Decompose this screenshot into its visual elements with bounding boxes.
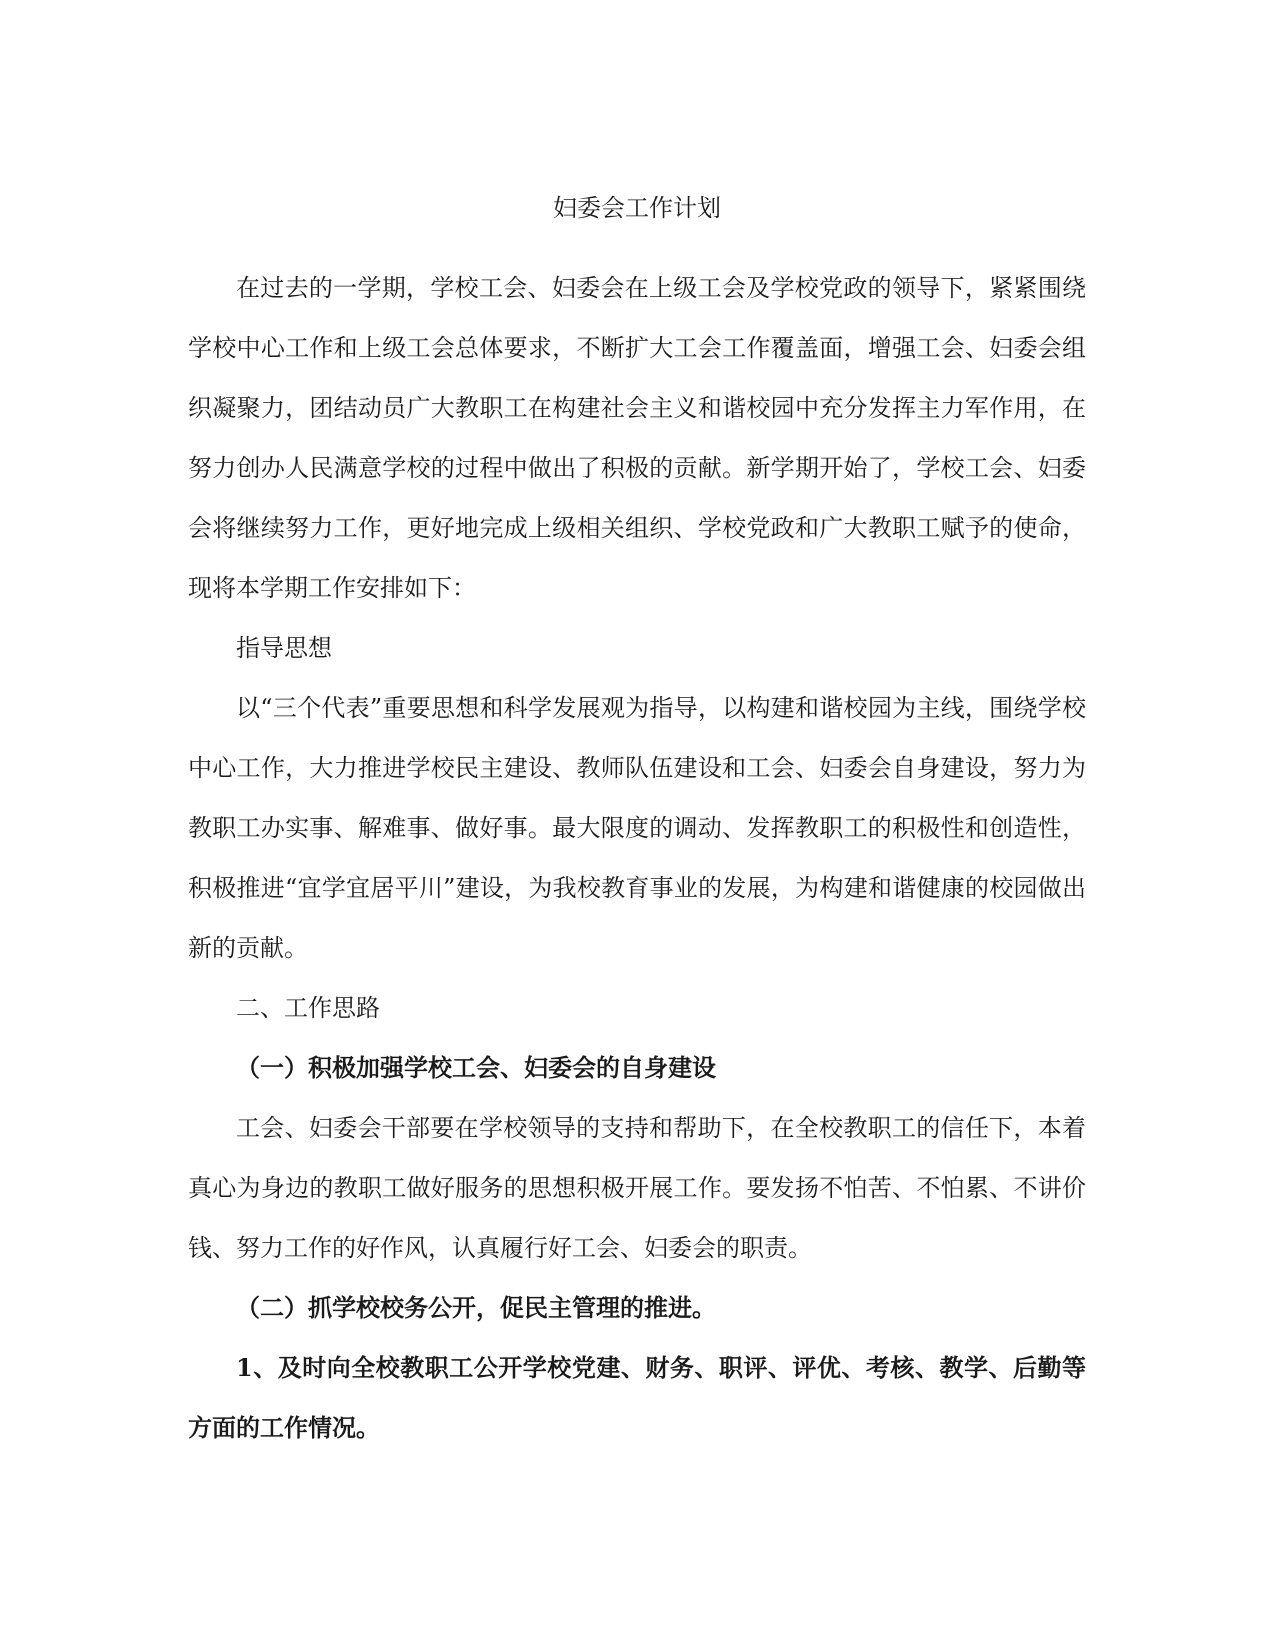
subsection-heading-self-building: （一）积极加强学校工会、妇委会的自身建设 xyxy=(236,1053,716,1082)
document-body xyxy=(188,258,1086,1458)
section-heading-work-approach: 二、工作思路 xyxy=(236,994,380,1022)
intro-paragraph: 在过去的一学期，学校工会、妇委会在上级工会及学校党政的领导下，紧紧围绕学校中心工作和上级工会总体要求，不断扩大工会工作覆盖面，增强工会、妇委会组织凝聚力，团结动员广大教职工在构建社会主义和谐校园中充分发挥主力军作用，在努力创办人民满意学校的过程中做出了积极的贡献。新学期开始了，学校工会、妇委会将继续努力工作，更好地完成上级相关组织、学校党政和广大教职工赋予的使命，现将本学期工作安排如下： xyxy=(188,274,1086,602)
subsection-heading-affairs-disclosure: （二）抓学校校务公开，促民主管理的推进。 xyxy=(236,1293,716,1322)
list-item-1: 1、及时向全校教职工公开学校党建、财务、职评、评优、考核、教学、后勤等方面的工作情况。 xyxy=(188,1353,1086,1442)
section-heading-guiding-ideology: 指导思想 xyxy=(236,634,332,662)
document-title: 妇委会工作计划 xyxy=(553,194,721,222)
guiding-ideology-paragraph: 以“三个代表”重要思想和科学发展观为指导，以构建和谐校园为主线，围绕学校中心工作，大力推进学校民主建设、教师队伍建设和工会、妇委会自身建设，努力为教职工办实事、解难事、做好事。最大限度的调动、发挥教职工的积极性和创造性，积极推进“宜学宜居平川”建设，为我校教育事业的发展，为构建和谐健康的校园做出新的贡献。 xyxy=(188,694,1086,962)
self-building-paragraph: 工会、妇委会干部要在学校领导的支持和帮助下，在全校教职工的信任下，本着真心为身边的教职工做好服务的思想积极开展工作。要发扬不怕苦、不怕累、不讲价钱、努力工作的好作风，认真履行好工会、妇委会的职责。 xyxy=(188,1114,1086,1262)
